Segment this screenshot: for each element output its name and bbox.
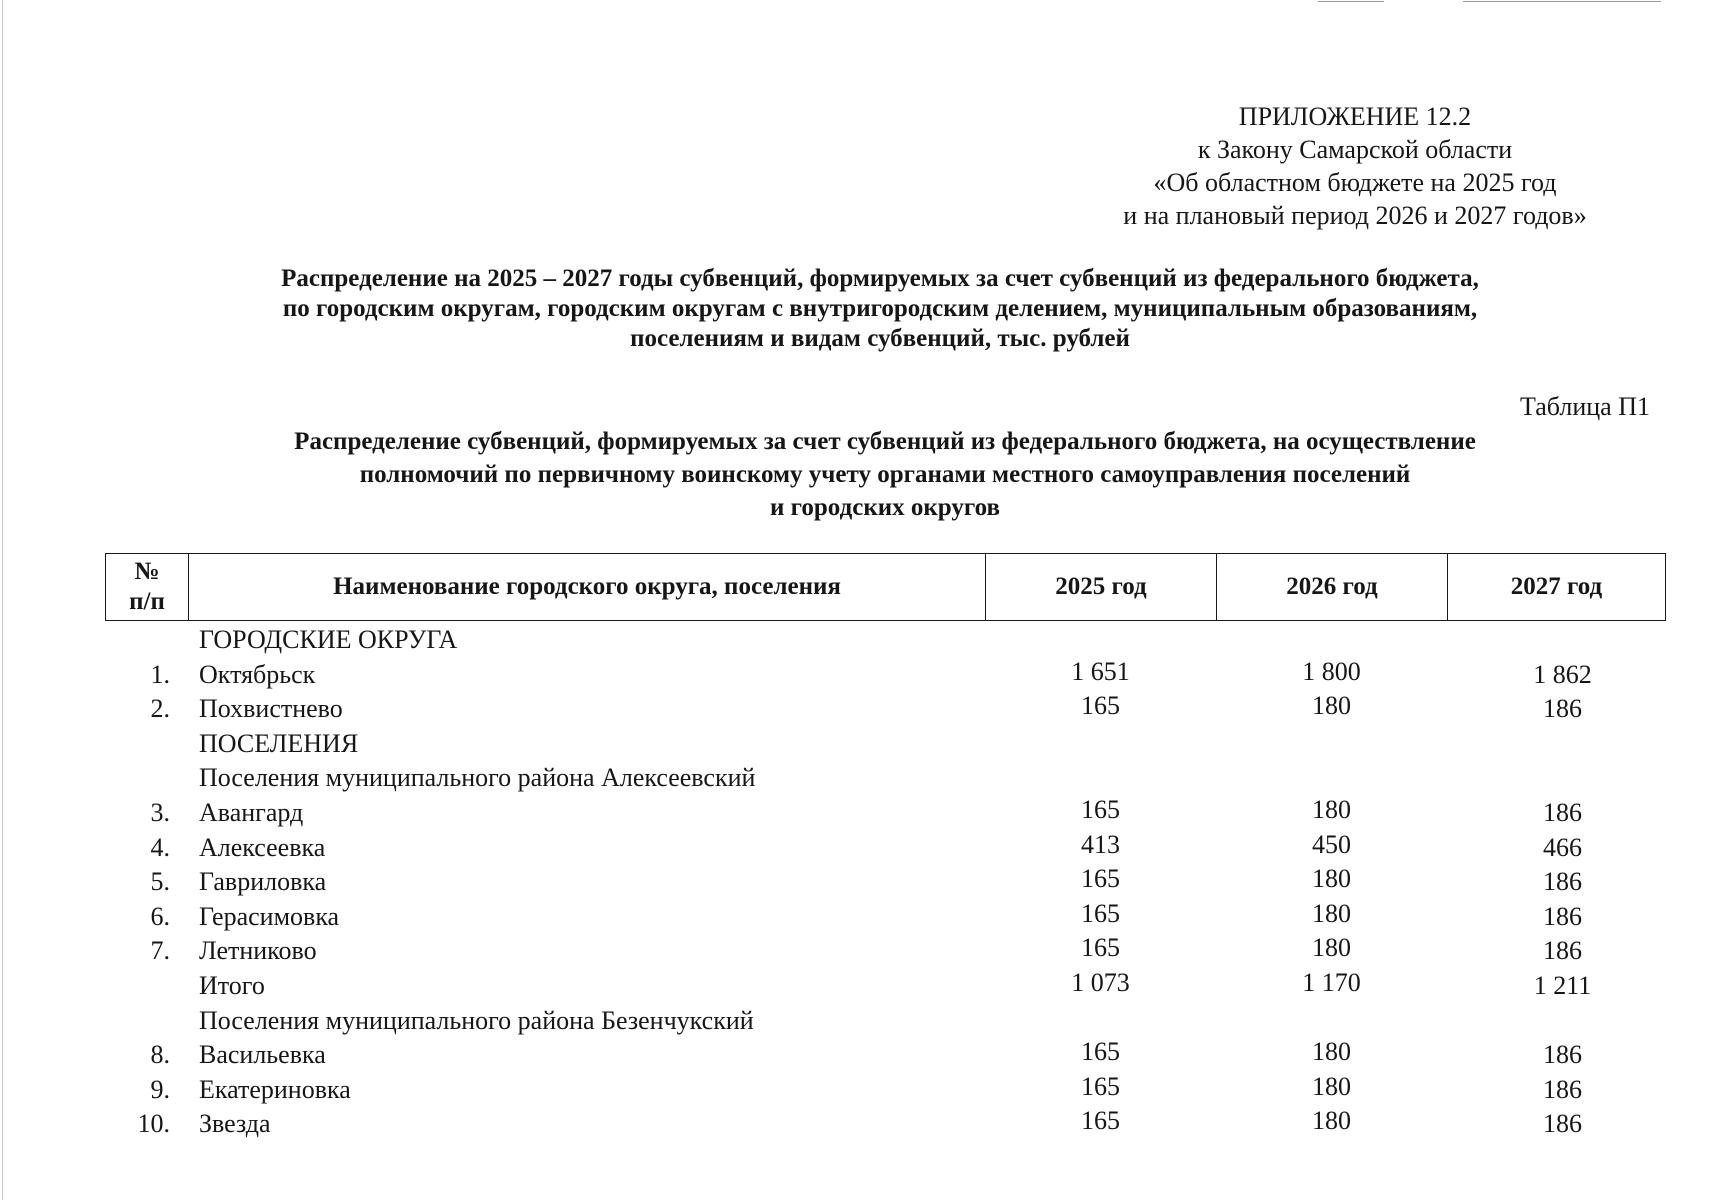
value-2025: 1 073 (1071, 967, 1130, 997)
table-row (105, 692, 1666, 727)
value-2025: 165 (1081, 1106, 1120, 1136)
value-2027: 186 (1543, 1040, 1582, 1070)
annex-line: к Закону Самарской области (1197, 135, 1513, 164)
table-label: Таблица П1 (1520, 392, 1650, 421)
table-title-line: Распределение субвенций, формируемых за счет субвенций из федерального бюджета, на осуществление (294, 428, 1476, 455)
row-name: Звезда (199, 1109, 271, 1139)
value-2025: 165 (1081, 794, 1120, 824)
table-row (105, 658, 1666, 693)
value-2027: 1 211 (1533, 970, 1592, 1000)
value-2025: 165 (1081, 691, 1120, 721)
table-row (105, 1107, 1666, 1142)
title-line: поселениям и видам субвенций, тыс. рублей (630, 325, 1130, 352)
value-2025: 1 651 (1071, 656, 1130, 686)
table-header (105, 553, 1666, 621)
table-title-line: полномочий по первичному воинскому учету органами местного самоуправления поселений (359, 461, 1411, 488)
row-name: Васильевка (199, 1040, 326, 1070)
row-name: Итого (199, 970, 265, 1000)
table-row (105, 761, 1666, 796)
value-2026: 180 (1312, 864, 1351, 894)
table-title-line: и городских округов (770, 494, 1000, 521)
scan-mark (1318, 1, 1384, 2)
row-name: Авангард (199, 797, 304, 827)
row-name: Похвистнево (199, 694, 343, 724)
value-2026: 180 (1312, 898, 1351, 928)
row-name: Алексеевка (199, 832, 326, 862)
value-2026: 180 (1312, 1037, 1351, 1067)
value-2027: 466 (1543, 832, 1582, 862)
value-2026: 180 (1312, 933, 1351, 963)
value-2027: 186 (1543, 1109, 1582, 1139)
value-2026: 180 (1312, 691, 1351, 721)
table-body (105, 623, 1666, 1142)
table-row (105, 796, 1666, 831)
value-2025: 165 (1081, 898, 1120, 928)
header-2027: 2027 год (1510, 573, 1603, 600)
title-line: по городским округам, городским округам с внутригородским делением, муниципальным образованиям, (282, 295, 1478, 322)
row-number: 4. (150, 832, 170, 862)
table-row (105, 1004, 1666, 1039)
value-2026: 180 (1312, 1071, 1351, 1101)
value-2027: 1 862 (1533, 659, 1592, 689)
table-row (105, 865, 1666, 900)
row-number: 6. (150, 901, 170, 931)
row-name: ГОРОДСКИЕ ОКРУГА (199, 625, 458, 654)
scan-mark (1463, 1, 1661, 2)
value-2025: 165 (1081, 864, 1120, 894)
value-2027: 186 (1543, 797, 1582, 827)
table-row (105, 623, 1666, 658)
row-name: Поселения муниципального района Алексеевский (199, 763, 756, 793)
row-name: ПОСЕЛЕНИЯ (199, 728, 359, 758)
row-name: Екатериновка (199, 1074, 351, 1104)
value-2026: 1 800 (1302, 656, 1361, 686)
document-title (130, 264, 1630, 354)
row-number: 5. (150, 867, 170, 897)
scan-left-edge (2, 0, 3, 1200)
value-2027: 186 (1543, 901, 1582, 931)
annex-header (1040, 100, 1670, 232)
row-name: Герасимовка (199, 901, 340, 931)
value-2027: 186 (1543, 936, 1582, 966)
value-2026: 180 (1312, 1106, 1351, 1136)
value-2025: 165 (1081, 933, 1120, 963)
value-2025: 165 (1081, 1071, 1120, 1101)
header-2025: 2025 год (986, 554, 1217, 620)
table-row (105, 831, 1666, 866)
table-row (105, 1073, 1666, 1108)
row-number: 7. (150, 936, 170, 966)
row-number: 3. (150, 797, 170, 827)
row-name: Гавриловка (199, 867, 327, 897)
header-2026: 2026 год (1217, 554, 1448, 620)
row-number: 10. (137, 1109, 170, 1139)
table-row (105, 727, 1666, 762)
value-2027: 186 (1543, 1074, 1582, 1104)
value-2027: 186 (1543, 694, 1582, 724)
table-row (105, 934, 1666, 969)
table-row (105, 1038, 1666, 1073)
row-number: 8. (150, 1040, 170, 1070)
annex-line: ПРИЛОЖЕНИЕ 12.2 (1238, 102, 1472, 131)
value-2025: 413 (1081, 829, 1120, 859)
header-number-label: № п/п (129, 558, 165, 615)
row-number: 9. (150, 1074, 170, 1104)
table-title (130, 425, 1640, 524)
header-name: Наименование городского округа, поселения (189, 554, 986, 620)
annex-line: «Об областном бюджете на 2025 год (1153, 168, 1557, 197)
row-name: Октябрьск (199, 659, 316, 689)
annex-line: и на плановый период 2026 и 2027 годов» (1123, 201, 1587, 230)
value-2026: 1 170 (1302, 967, 1361, 997)
value-2027: 186 (1543, 867, 1582, 897)
value-2026: 450 (1312, 829, 1351, 859)
row-number: 2. (150, 694, 170, 724)
value-2025: 165 (1081, 1037, 1120, 1067)
table-row-total (105, 969, 1666, 1004)
value-2026: 180 (1312, 794, 1351, 824)
row-number: 1. (150, 659, 170, 689)
row-name: Поселения муниципального района Безенчукский (199, 1005, 754, 1035)
title-line: Распределение на 2025 – 2027 годы субвенций, формируемых за счет субвенций из федерального бюджета, (281, 265, 1479, 292)
header-number (106, 554, 189, 620)
row-name: Летниково (199, 936, 317, 966)
table-row (105, 900, 1666, 935)
